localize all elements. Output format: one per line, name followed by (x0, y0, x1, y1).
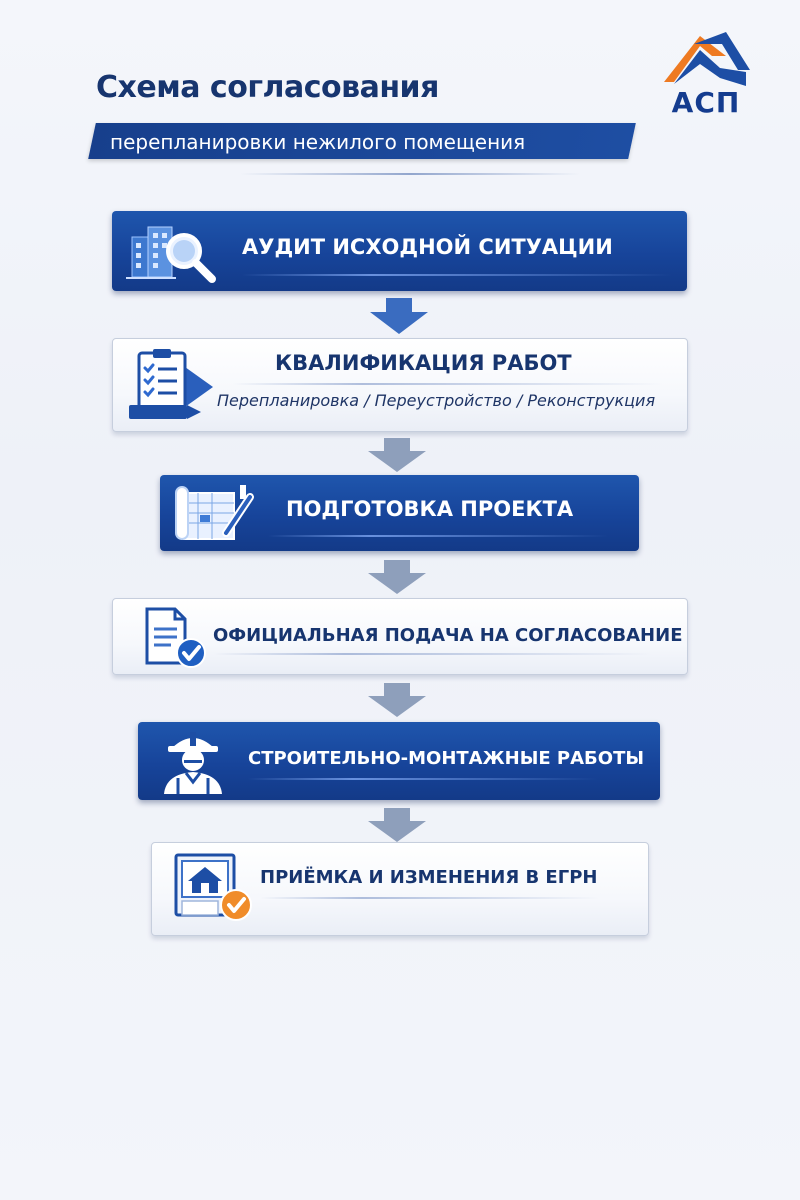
step-2-label: КВАЛИФИКАЦИЯ РАБОТ (275, 351, 572, 375)
page-title: Схема согласования (96, 70, 439, 105)
arrow-down-icon (368, 683, 426, 717)
step-6-underline (260, 897, 600, 899)
page-subtitle: перепланировки нежилого помещения (110, 130, 526, 154)
step-6-label: ПРИЁМКА И ИЗМЕНЕНИЯ В ЕГРН (260, 867, 598, 888)
step-2-underline (233, 383, 663, 385)
step-2-description: Перепланировка / Переустройство / Реконструкция (217, 391, 656, 410)
step-5-underline (248, 778, 598, 780)
step-5-label: СТРОИТЕЛЬНО-МОНТАЖНЫЕ РАБОТЫ (248, 748, 644, 769)
step-qualification (112, 338, 688, 432)
step-1-label: АУДИТ ИСХОДНОЙ СИТУАЦИИ (242, 235, 613, 259)
clipboard-checklist-icon (127, 347, 223, 421)
construction-worker-icon (158, 726, 228, 796)
building-magnifier-icon (126, 221, 226, 283)
arrow-down-icon (368, 560, 426, 594)
step-3-label: ПОДГОТОВКА ПРОЕКТА (286, 497, 574, 521)
step-acceptance (151, 842, 649, 936)
step-construction (138, 722, 660, 800)
step-4-label: ОФИЦИАЛЬНАЯ ПОДАЧА НА СОГЛАСОВАНИЕ (213, 625, 683, 646)
step-3-underline (268, 535, 608, 537)
house-certificate-icon (172, 849, 262, 929)
logo-text: АСП (671, 86, 741, 119)
document-check-icon (139, 605, 211, 669)
step-project (160, 475, 639, 551)
step-1-underline (242, 274, 672, 276)
arrow-down-icon (370, 298, 428, 334)
title-divider (240, 173, 580, 175)
step-4-underline (213, 653, 653, 655)
arrow-down-icon (368, 438, 426, 472)
step-audit (112, 211, 687, 291)
step-submission (112, 598, 688, 675)
blueprint-pencil-icon (174, 483, 258, 543)
arrow-down-icon (368, 808, 426, 842)
